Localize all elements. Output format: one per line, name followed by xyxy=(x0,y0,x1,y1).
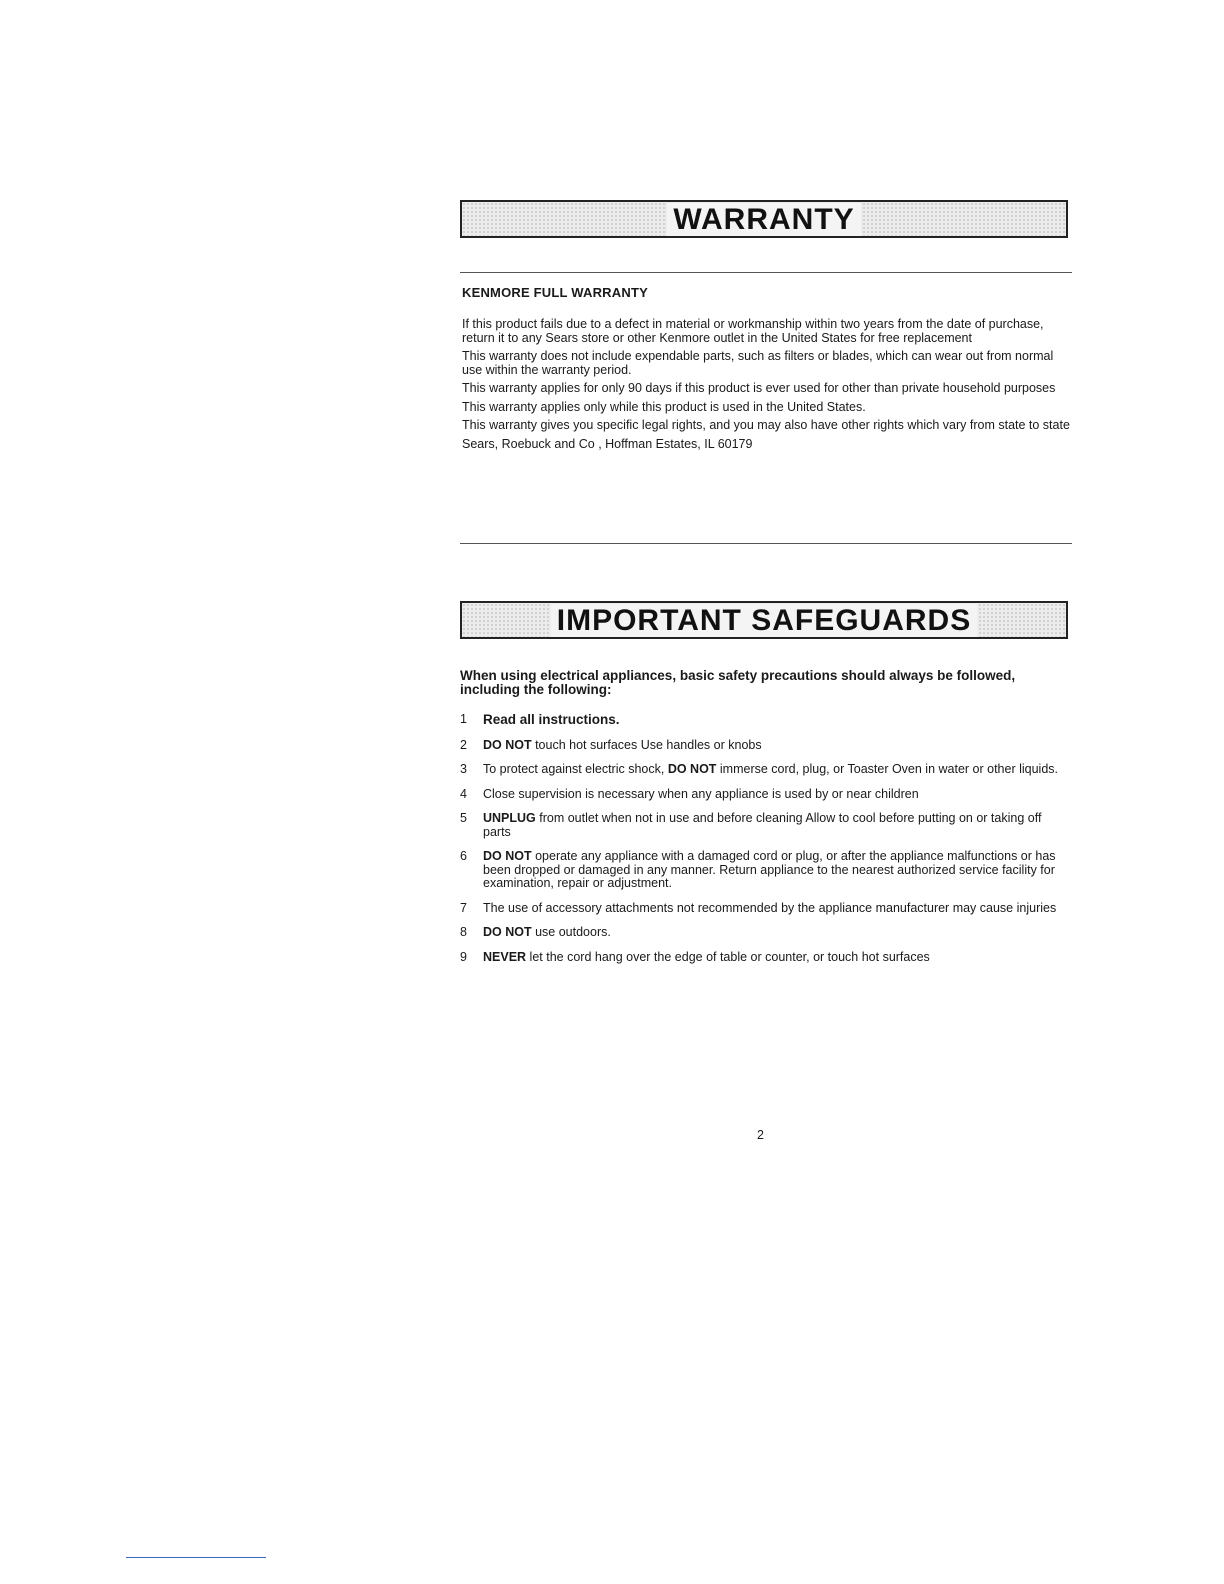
page-number: 2 xyxy=(757,1128,764,1142)
item-keyword: UNPLUG xyxy=(483,811,536,825)
item-text: let the cord hang over the edge of table or counter, or touch hot surfaces xyxy=(526,949,930,964)
list-item xyxy=(460,739,1060,753)
warranty-body xyxy=(462,318,1074,456)
warranty-heading: KENMORE FULL WARRANTY xyxy=(462,285,648,300)
item-number: 5 xyxy=(460,811,467,825)
warranty-paragraph: This warranty applies for only 90 days if this product is ever used for other than private household purposes xyxy=(462,381,1056,395)
warranty-paragraph: This warranty applies only while this product is used in the United States. xyxy=(462,399,866,414)
list-item xyxy=(460,850,1060,891)
warranty-address: Sears, Roebuck and Co , Hoffman Estates, IL 60179 xyxy=(462,436,753,451)
list-item xyxy=(460,951,1060,965)
item-number: 1 xyxy=(460,712,467,726)
item-keyword: DO NOT xyxy=(483,849,532,863)
list-item xyxy=(460,926,1060,940)
warranty-paragraph: If this product fails due to a defect in material or workmanship within two years from the date of purchase, return it to any Sears store or other Kenmore outlet in the United States for free replacement xyxy=(462,317,1044,345)
item-text-pre: To protect against electric shock, xyxy=(483,762,668,776)
list-item xyxy=(460,812,1060,839)
item-text: use outdoors. xyxy=(531,925,611,939)
divider-top xyxy=(460,272,1072,273)
list-item xyxy=(460,902,1060,916)
warranty-paragraph: This warranty gives you specific legal rights, and you may also have other rights which vary from state to state xyxy=(462,418,1070,432)
item-number: 2 xyxy=(460,737,467,752)
item-keyword: NEVER xyxy=(483,949,527,964)
divider-bottom xyxy=(460,543,1072,544)
safeguards-list xyxy=(460,713,1060,975)
item-text: touch hot surfaces Use handles or knobs xyxy=(531,737,762,752)
safeguards-banner xyxy=(460,601,1068,639)
item-number: 9 xyxy=(460,949,467,964)
safeguards-title: IMPORTANT SAFEGUARDS xyxy=(551,604,977,637)
item-number: 8 xyxy=(460,925,467,939)
warranty-title: WARRANTY xyxy=(667,203,860,236)
safeguards-intro: When using electrical appliances, basic safety precautions should always be followed, including the following: xyxy=(460,668,1016,697)
item-text: Close supervision is necessary when any appliance is used by or near children xyxy=(483,786,919,801)
item-number: 3 xyxy=(460,762,467,776)
item-number: 7 xyxy=(460,900,467,915)
item-text: The use of accessory attachments not recommended by the appliance manufacturer may cause injuries xyxy=(483,900,1057,915)
list-item xyxy=(460,713,1060,728)
item-number: 6 xyxy=(460,849,467,863)
footer-rule xyxy=(126,1557,266,1558)
item-text: Read all instructions. xyxy=(483,712,620,727)
item-text: from outlet when not in use and before cleaning Allow to cool before putting on or taking off parts xyxy=(483,811,1042,839)
list-item xyxy=(460,763,1060,777)
warranty-paragraph: This warranty does not include expendable parts, such as filters or blades, which can wear out from normal use within the warranty period. xyxy=(462,349,1054,377)
list-item xyxy=(460,788,1060,802)
item-text: immerse cord, plug, or Toaster Oven in water or other liquids. xyxy=(716,762,1059,776)
item-keyword: DO NOT xyxy=(483,737,532,752)
item-keyword: DO NOT xyxy=(483,925,532,939)
item-keyword: DO NOT xyxy=(667,762,717,776)
item-number: 4 xyxy=(460,786,467,801)
warranty-banner xyxy=(460,200,1068,238)
item-text: operate any appliance with a damaged cord or plug, or after the appliance malfunctions or has been dropped or damaged in any manner. Return appliance to the nearest authorized service facility for examination, repair or adjustment. xyxy=(483,849,1056,890)
